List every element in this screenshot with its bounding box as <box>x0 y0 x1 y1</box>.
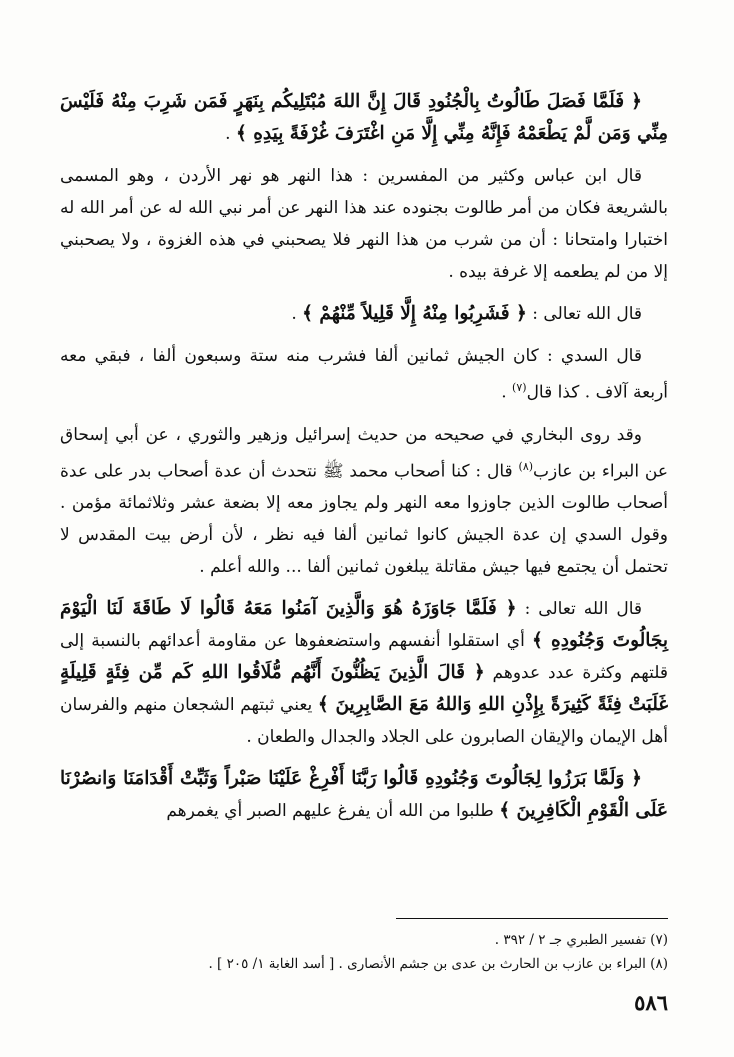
body-text: أي استقلوا أنفسهم واستضعفوها عن مقاومة أعدائهم بالنسبة إلى قلتهم وكثرة عدد عدوهم <box>60 631 668 684</box>
body-text: قال : كنا أصحاب محمد ﷺ نتحدث أن عدة أصحاب بدر على عدة أصحاب طالوت الذين جاوزوا معه النهر ولم يجاوز معه إلا بضعة عشر وثلاثمائة مؤمن . وقول السدي إن عدة الجيش كانوا ثمانين ألفا فيه نظر ، لأن أرض بيت المقدس لا تحتمل أن يجتمع فيها جيش مقاتلة يبلغون ثمانين ألفا ... والله أعلم . <box>60 461 668 578</box>
paragraph <box>60 86 668 150</box>
quran-verse: ﴿ فَلَمَّا فَصَلَ طَالُوتُ بِالْجُنُودِ قَالَ إِنَّ اللهَ مُبْتَلِيكُم بِنَهَرٍ فَمَن شَرِبَ مِنْهُ فَلَيْسَ مِنِّي وَمَن لَّمْ يَطْعَمْهُ فَإِنَّهُ مِنِّي إِلَّا مَنِ اغْتَرَفَ غُرْفَةً بِيَدِهِ ﴾ <box>60 91 668 144</box>
body-text: قال السدي : كان الجيش ثمانين ألفا فشرب منه ستة وسبعون ألفا ، فبقي معه أربعة آلاف . كذا قال <box>60 346 668 403</box>
page-number: ٥٨٦ <box>634 990 668 1015</box>
footnote-reference: (٨) <box>518 459 534 473</box>
paragraph <box>60 763 668 827</box>
quran-verse: ﴿ قَالَ الَّذِينَ يَظُنُّونَ أَنَّهُم مُّلَاقُوا اللهِ كَم مِّن فِئَةٍ قَلِيلَةٍ غَلَبَتْ فِئَةً كَثِيرَةً بِإِذْنِ اللهِ وَاللهُ مَعَ الصَّابِرِينَ ﴾ <box>60 662 668 716</box>
quran-verse: ﴿ وَلَمَّا بَرَزُوا لِجَالُوتَ وَجُنُودِهِ قَالُوا رَبَّنَا أَفْرِغْ عَلَيْنَا صَبْراً وَثَبِّتْ أَقْدَامَنَا وَانصُرْنَا عَلَى الْقَوْمِ الْكَافِرِينَ ﴾ <box>60 768 668 822</box>
footnote-separator <box>396 918 668 919</box>
footnote-reference: (٧) <box>512 381 527 394</box>
footnotes <box>60 928 668 976</box>
paragraph <box>60 593 668 753</box>
paragraph <box>60 340 668 409</box>
body-text: قال الله تعالى : <box>526 304 642 324</box>
paragraph <box>60 298 668 330</box>
quran-verse: ﴿ فَشَرِبُوا مِنْهُ إِلَّا قَلِيلاً مِّنْهُمْ ﴾ <box>302 303 527 324</box>
body-text: طلبوا من الله أن يفرغ عليهم الصبر أي يغمرهم <box>166 801 500 822</box>
body-text: يعني ثبتهم الشجعان منهم والفرسان أهل الإيمان والإيقان الصابرون على الجلاد والجدال والطعان . <box>60 695 668 748</box>
paragraph <box>60 160 668 288</box>
body-text: قال ابن عباس وكثير من المفسرين : هذا النهر هو نهر الأردن ، وهو المسمى بالشريعة فكان من أمر طالوت بجنوده عند هذا النهر عن أمر نبي الله له عن أمر الله له اختبارا وامتحانا : أن من شرب من هذا النهر فلا يصحبني في هذه الغزوة ، ولا يصحبني إلا من لم يطعمه إلا غرفة بيده . <box>60 166 668 282</box>
body-text: قال الله تعالى : <box>516 599 642 620</box>
footnote-7: (٧) تفسير الطبري جـ ٢ / ٣٩٢ . <box>494 932 668 948</box>
paragraph <box>60 419 668 584</box>
quran-verse: ﴿ فَلَمَّا جَاوَزَهُ هُوَ وَالَّذِينَ آمَنُوا مَعَهُ قَالُوا لَا طَاقَةَ لَنَا الْيَوْمَ بِجَالُوتَ وَجُنُودِهِ ﴾ <box>60 598 669 652</box>
footnote-8: (٨) البراء بن عازب بن الحارث بن عدى بن جشم الأنصارى . [ أسد الغابة ١/ ٢٠٥ ] . <box>208 956 668 972</box>
body-text: . <box>501 382 513 403</box>
main-text <box>60 86 668 837</box>
body-text: . <box>225 124 236 144</box>
body-text: . <box>291 304 303 324</box>
body-text: وقد روى البخاري في صحيحه من حديث إسرائيل وزهير والثوري ، عن أبي إسحاق عن البراء بن عازب <box>60 424 668 482</box>
